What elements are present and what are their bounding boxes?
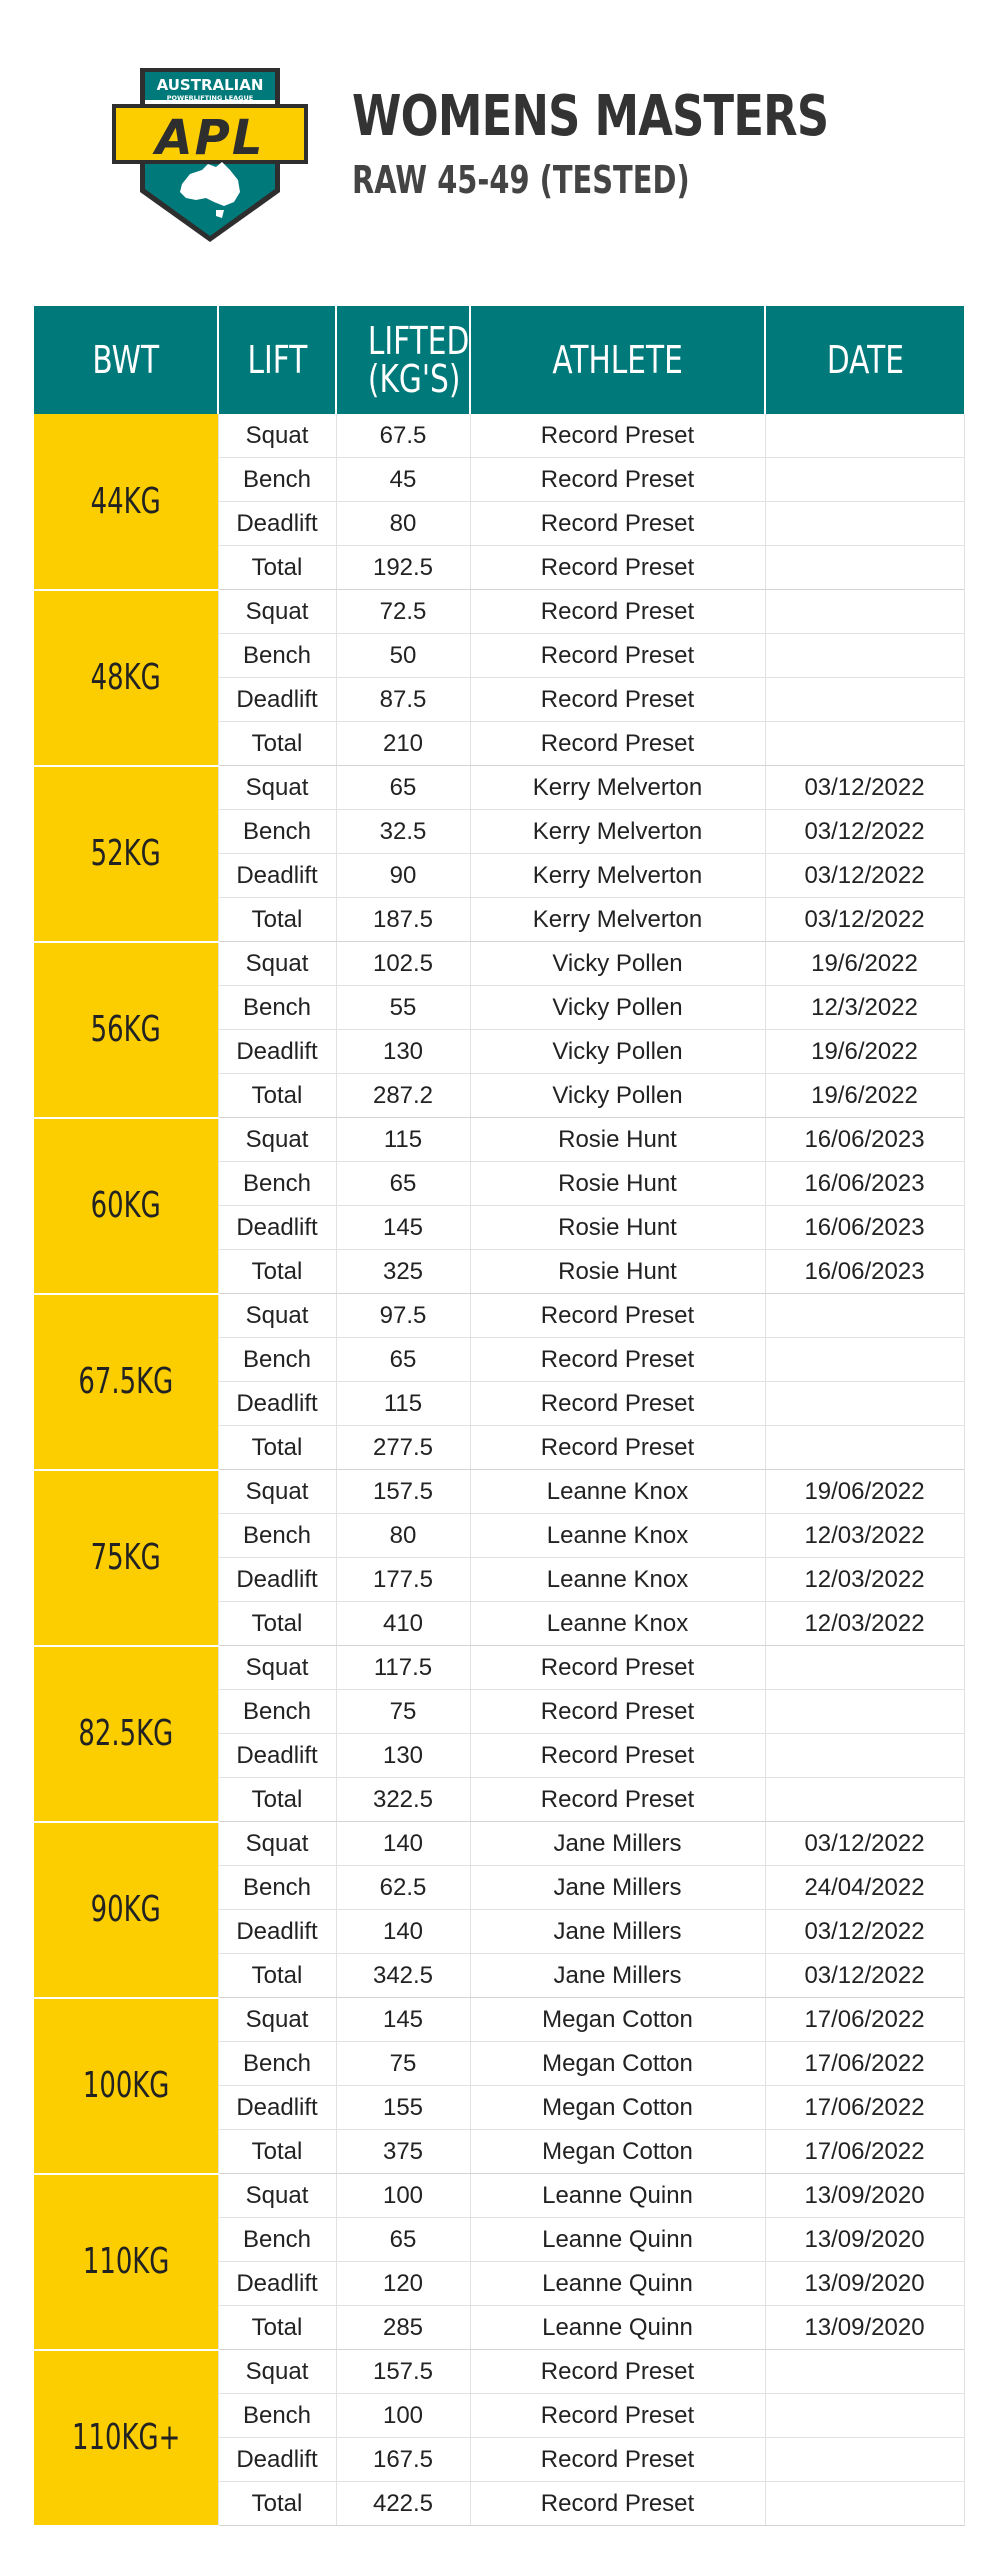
- athlete-cell: Record Preset: [470, 1778, 765, 1822]
- weight-class-cell: [34, 2350, 218, 2526]
- lift-cell: Squat: [218, 590, 336, 634]
- date-cell: [765, 458, 964, 502]
- date-cell: 12/3/2022: [765, 986, 964, 1030]
- page-header: [0, 0, 998, 300]
- lift-cell: Bench: [218, 1338, 336, 1382]
- logo-text-main: APL: [155, 110, 265, 166]
- lifted-cell: 210: [336, 722, 470, 766]
- lifted-cell: 145: [336, 1206, 470, 1250]
- table-row: [34, 1118, 964, 1162]
- lift-cell: Squat: [218, 2174, 336, 2218]
- lifted-cell: 410: [336, 1602, 470, 1646]
- lifted-cell: 287.2: [336, 1074, 470, 1118]
- lift-cell: Deadlift: [218, 1734, 336, 1778]
- weight-class-label: 48KG: [90, 657, 161, 698]
- date-cell: [765, 502, 964, 546]
- lifted-cell: 90: [336, 854, 470, 898]
- lifted-cell: 322.5: [336, 1778, 470, 1822]
- date-cell: 13/09/2020: [765, 2262, 964, 2306]
- lift-cell: Total: [218, 722, 336, 766]
- date-cell: 16/06/2023: [765, 1118, 964, 1162]
- athlete-cell: Record Preset: [470, 1734, 765, 1778]
- lift-cell: Squat: [218, 766, 336, 810]
- date-cell: 17/06/2022: [765, 1998, 964, 2042]
- athlete-cell: Leanne Quinn: [470, 2262, 765, 2306]
- lifted-cell: 177.5: [336, 1558, 470, 1602]
- date-cell: [765, 590, 964, 634]
- lifted-cell: 157.5: [336, 2350, 470, 2394]
- lift-cell: Deadlift: [218, 2438, 336, 2482]
- lifted-cell: 140: [336, 1910, 470, 1954]
- table-row: [34, 2350, 964, 2394]
- athlete-cell: Record Preset: [470, 1338, 765, 1382]
- athlete-cell: Vicky Pollen: [470, 986, 765, 1030]
- lift-cell: Bench: [218, 2042, 336, 2086]
- table-row: [34, 1998, 964, 2042]
- lift-cell: Total: [218, 1074, 336, 1118]
- lift-cell: Bench: [218, 2218, 336, 2262]
- athlete-cell: Vicky Pollen: [470, 1074, 765, 1118]
- date-cell: [765, 1426, 964, 1470]
- weight-class-label: 75KG: [90, 1537, 161, 1578]
- date-cell: [765, 546, 964, 590]
- lifted-cell: 100: [336, 2174, 470, 2218]
- lift-cell: Deadlift: [218, 1030, 336, 1074]
- lifted-cell: 97.5: [336, 1294, 470, 1338]
- lifted-cell: 65: [336, 2218, 470, 2262]
- lift-cell: Total: [218, 2306, 336, 2350]
- athlete-cell: Record Preset: [470, 1646, 765, 1690]
- lift-cell: Total: [218, 1602, 336, 1646]
- weight-class-label: 100KG: [82, 2065, 170, 2106]
- lifted-cell: 80: [336, 1514, 470, 1558]
- date-cell: 19/6/2022: [765, 942, 964, 986]
- date-cell: [765, 1734, 964, 1778]
- lifted-cell: 285: [336, 2306, 470, 2350]
- lift-cell: Total: [218, 1778, 336, 1822]
- lift-cell: Squat: [218, 942, 336, 986]
- athlete-cell: Jane Millers: [470, 1822, 765, 1866]
- weight-class-cell: [34, 1646, 218, 1822]
- lifted-cell: 130: [336, 1734, 470, 1778]
- table-row: [34, 2174, 964, 2218]
- date-cell: 03/12/2022: [765, 810, 964, 854]
- athlete-cell: Kerry Melverton: [470, 898, 765, 942]
- weight-class-cell: [34, 2174, 218, 2350]
- lifted-cell: 117.5: [336, 1646, 470, 1690]
- date-cell: [765, 2438, 964, 2482]
- lifted-cell: 65: [336, 1338, 470, 1382]
- lift-cell: Deadlift: [218, 678, 336, 722]
- lift-cell: Squat: [218, 414, 336, 458]
- lift-cell: Deadlift: [218, 1382, 336, 1426]
- lifted-cell: 167.5: [336, 2438, 470, 2482]
- date-cell: 03/12/2022: [765, 1954, 964, 1998]
- lifted-cell: 325: [336, 1250, 470, 1294]
- athlete-cell: Rosie Hunt: [470, 1206, 765, 1250]
- athlete-cell: Record Preset: [470, 1690, 765, 1734]
- lifted-cell: 157.5: [336, 1470, 470, 1514]
- athlete-cell: Vicky Pollen: [470, 942, 765, 986]
- lift-cell: Squat: [218, 1822, 336, 1866]
- athlete-cell: Record Preset: [470, 458, 765, 502]
- date-cell: [765, 722, 964, 766]
- athlete-cell: Megan Cotton: [470, 1998, 765, 2042]
- athlete-cell: Leanne Quinn: [470, 2306, 765, 2350]
- lifted-cell: 145: [336, 1998, 470, 2042]
- athlete-cell: Vicky Pollen: [470, 1030, 765, 1074]
- date-cell: 03/12/2022: [765, 1822, 964, 1866]
- lifted-cell: 115: [336, 1118, 470, 1162]
- date-cell: [765, 2350, 964, 2394]
- weight-class-label: 44KG: [90, 480, 161, 522]
- athlete-cell: Record Preset: [470, 1426, 765, 1470]
- records-table: [34, 306, 965, 2527]
- column-header-lifted: LIFTED (KG'S): [336, 306, 470, 414]
- weight-class-label: 90KG: [90, 1889, 161, 1930]
- lift-cell: Total: [218, 1426, 336, 1470]
- athlete-cell: Record Preset: [470, 414, 765, 458]
- table-row: [34, 590, 964, 634]
- weight-class-cell: [34, 590, 218, 766]
- athlete-cell: Record Preset: [470, 590, 765, 634]
- date-cell: 24/04/2022: [765, 1866, 964, 1910]
- date-cell: 17/06/2022: [765, 2130, 964, 2174]
- date-cell: 13/09/2020: [765, 2306, 964, 2350]
- lifted-cell: 32.5: [336, 810, 470, 854]
- lifted-cell: 102.5: [336, 942, 470, 986]
- lifted-cell: 87.5: [336, 678, 470, 722]
- athlete-cell: Record Preset: [470, 678, 765, 722]
- date-cell: [765, 2394, 964, 2438]
- lifted-cell: 72.5: [336, 590, 470, 634]
- athlete-cell: Leanne Quinn: [470, 2174, 765, 2218]
- lifted-cell: 65: [336, 766, 470, 810]
- lifted-cell: 100: [336, 2394, 470, 2438]
- page-title: WOMENS MASTERS: [352, 84, 829, 149]
- records-body: [34, 414, 964, 2526]
- lift-cell: Squat: [218, 1294, 336, 1338]
- lifted-cell: 277.5: [336, 1426, 470, 1470]
- athlete-cell: Record Preset: [470, 1294, 765, 1338]
- lifted-cell: 422.5: [336, 2482, 470, 2526]
- header-row: [34, 306, 964, 414]
- column-header-lift: LIFT: [218, 306, 336, 414]
- lift-cell: Bench: [218, 1690, 336, 1734]
- weight-class-cell: [34, 1822, 218, 1998]
- date-cell: [765, 1646, 964, 1690]
- date-cell: [765, 1690, 964, 1734]
- lift-cell: Total: [218, 2482, 336, 2526]
- weight-class-label: 82.5KG: [78, 1713, 174, 1754]
- lifted-cell: 50: [336, 634, 470, 678]
- athlete-cell: Record Preset: [470, 634, 765, 678]
- date-cell: 12/03/2022: [765, 1514, 964, 1558]
- table-row: [34, 1822, 964, 1866]
- lift-cell: Total: [218, 1250, 336, 1294]
- athlete-cell: Record Preset: [470, 722, 765, 766]
- lift-cell: Deadlift: [218, 1558, 336, 1602]
- lifted-cell: 375: [336, 2130, 470, 2174]
- lift-cell: Deadlift: [218, 854, 336, 898]
- page-subtitle: RAW 45-49 (TESTED): [352, 158, 690, 202]
- table-row: [34, 1294, 964, 1338]
- lift-cell: Squat: [218, 1118, 336, 1162]
- apl-logo: [110, 64, 310, 246]
- date-cell: [765, 634, 964, 678]
- athlete-cell: Record Preset: [470, 2394, 765, 2438]
- table-row: [34, 414, 964, 458]
- lift-cell: Bench: [218, 634, 336, 678]
- athlete-cell: Record Preset: [470, 2350, 765, 2394]
- lift-cell: Bench: [218, 810, 336, 854]
- athlete-cell: Jane Millers: [470, 1910, 765, 1954]
- date-cell: 19/6/2022: [765, 1030, 964, 1074]
- logo-text-small: POWERLIFTING LEAGUE: [166, 94, 254, 102]
- lifted-cell: 130: [336, 1030, 470, 1074]
- athlete-cell: Megan Cotton: [470, 2130, 765, 2174]
- weight-class-cell: [34, 766, 218, 942]
- date-cell: 03/12/2022: [765, 898, 964, 942]
- date-cell: [765, 678, 964, 722]
- lift-cell: Deadlift: [218, 502, 336, 546]
- logo-text-top: AUSTRALIAN: [156, 76, 264, 94]
- athlete-cell: Leanne Knox: [470, 1470, 765, 1514]
- date-cell: [765, 414, 964, 458]
- athlete-cell: Rosie Hunt: [470, 1118, 765, 1162]
- table-row: [34, 766, 964, 810]
- lift-cell: Deadlift: [218, 2086, 336, 2130]
- weight-class-cell: [34, 414, 218, 590]
- lift-cell: Bench: [218, 986, 336, 1030]
- lift-cell: Deadlift: [218, 1206, 336, 1250]
- athlete-cell: Record Preset: [470, 546, 765, 590]
- lift-cell: Bench: [218, 1162, 336, 1206]
- date-cell: [765, 1294, 964, 1338]
- lift-cell: Squat: [218, 2350, 336, 2394]
- lifted-cell: 67.5: [336, 414, 470, 458]
- weight-class-label: 60KG: [90, 1185, 161, 1226]
- athlete-cell: Leanne Knox: [470, 1514, 765, 1558]
- weight-class-label: 110KG: [82, 2241, 170, 2282]
- lifted-cell: 62.5: [336, 1866, 470, 1910]
- lifted-cell: 45: [336, 458, 470, 502]
- lift-cell: Bench: [218, 458, 336, 502]
- lifted-cell: 75: [336, 1690, 470, 1734]
- date-cell: 12/03/2022: [765, 1602, 964, 1646]
- date-cell: 03/12/2022: [765, 766, 964, 810]
- athlete-cell: Record Preset: [470, 2482, 765, 2526]
- lift-cell: Bench: [218, 2394, 336, 2438]
- lift-cell: Squat: [218, 1998, 336, 2042]
- lift-cell: Deadlift: [218, 2262, 336, 2306]
- date-cell: [765, 1338, 964, 1382]
- athlete-cell: Kerry Melverton: [470, 810, 765, 854]
- date-cell: 03/12/2022: [765, 854, 964, 898]
- column-header-bwt: BWT: [34, 306, 218, 414]
- athlete-cell: Record Preset: [470, 1382, 765, 1426]
- lifted-cell: 342.5: [336, 1954, 470, 1998]
- lifted-cell: 115: [336, 1382, 470, 1426]
- lift-cell: Total: [218, 546, 336, 590]
- weight-class-label: 52KG: [90, 833, 161, 874]
- athlete-cell: Kerry Melverton: [470, 854, 765, 898]
- column-header-date: DATE: [765, 306, 964, 414]
- lift-cell: Squat: [218, 1646, 336, 1690]
- date-cell: 17/06/2022: [765, 2042, 964, 2086]
- weight-class-cell: [34, 942, 218, 1118]
- lift-cell: Total: [218, 2130, 336, 2174]
- table-row: [34, 1646, 964, 1690]
- lift-cell: Bench: [218, 1514, 336, 1558]
- weight-class-cell: [34, 1294, 218, 1470]
- date-cell: 13/09/2020: [765, 2174, 964, 2218]
- weight-class-cell: [34, 1470, 218, 1646]
- athlete-cell: Leanne Knox: [470, 1602, 765, 1646]
- weight-class-cell: [34, 1998, 218, 2174]
- athlete-cell: Leanne Knox: [470, 1558, 765, 1602]
- weight-class-label: 67.5KG: [78, 1361, 174, 1402]
- date-cell: [765, 2482, 964, 2526]
- weight-class-label: 56KG: [90, 1009, 161, 1050]
- date-cell: 16/06/2023: [765, 1206, 964, 1250]
- lifted-cell: 55: [336, 986, 470, 1030]
- athlete-cell: Jane Millers: [470, 1954, 765, 1998]
- weight-class-cell: [34, 1118, 218, 1294]
- lift-cell: Deadlift: [218, 1910, 336, 1954]
- athlete-cell: Record Preset: [470, 502, 765, 546]
- athlete-cell: Record Preset: [470, 2438, 765, 2482]
- lifted-cell: 155: [336, 2086, 470, 2130]
- athlete-cell: Leanne Quinn: [470, 2218, 765, 2262]
- athlete-cell: Rosie Hunt: [470, 1162, 765, 1206]
- column-header-athlete: ATHLETE: [470, 306, 765, 414]
- date-cell: [765, 1382, 964, 1426]
- table-row: [34, 1470, 964, 1514]
- date-cell: 16/06/2023: [765, 1250, 964, 1294]
- weight-class-label: 110KG+: [71, 2417, 180, 2458]
- lifted-cell: 187.5: [336, 898, 470, 942]
- lift-cell: Squat: [218, 1470, 336, 1514]
- date-cell: [765, 1778, 964, 1822]
- athlete-cell: Jane Millers: [470, 1866, 765, 1910]
- lifted-cell: 192.5: [336, 546, 470, 590]
- lifted-cell: 80: [336, 502, 470, 546]
- lifted-cell: 65: [336, 1162, 470, 1206]
- lifted-cell: 140: [336, 1822, 470, 1866]
- lifted-cell: 75: [336, 2042, 470, 2086]
- lift-cell: Total: [218, 1954, 336, 1998]
- date-cell: 19/6/2022: [765, 1074, 964, 1118]
- date-cell: 12/03/2022: [765, 1558, 964, 1602]
- date-cell: 19/06/2022: [765, 1470, 964, 1514]
- lift-cell: Total: [218, 898, 336, 942]
- athlete-cell: Rosie Hunt: [470, 1250, 765, 1294]
- date-cell: 17/06/2022: [765, 2086, 964, 2130]
- lifted-cell: 120: [336, 2262, 470, 2306]
- table-row: [34, 942, 964, 986]
- date-cell: 03/12/2022: [765, 1910, 964, 1954]
- date-cell: 13/09/2020: [765, 2218, 964, 2262]
- athlete-cell: Megan Cotton: [470, 2042, 765, 2086]
- lift-cell: Bench: [218, 1866, 336, 1910]
- athlete-cell: Megan Cotton: [470, 2086, 765, 2130]
- date-cell: 16/06/2023: [765, 1162, 964, 1206]
- athlete-cell: Kerry Melverton: [470, 766, 765, 810]
